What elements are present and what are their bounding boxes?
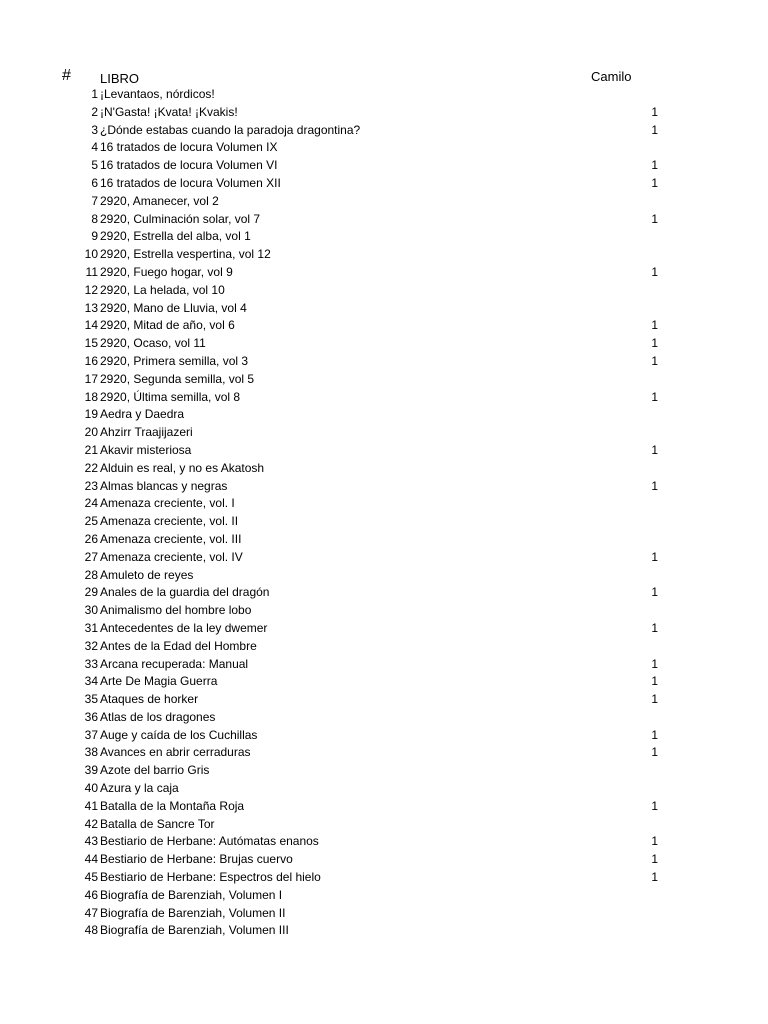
book-title: 16 tratados de locura Volumen IX	[100, 140, 278, 155]
camilo-value: 1	[651, 656, 658, 671]
table-row	[0, 246, 768, 264]
camilo-value: 1	[651, 798, 658, 813]
camilo-value: 1	[651, 745, 658, 760]
row-number: 22	[84, 460, 98, 475]
book-title: Amenaza creciente, vol. II	[100, 514, 239, 529]
row-number: 17	[84, 371, 98, 386]
table-row	[0, 816, 768, 834]
row-number: 7	[91, 193, 98, 208]
book-title: Ataques de horker	[100, 692, 199, 707]
row-number: 10	[84, 247, 98, 262]
book-title: Batalla de la Montaña Roja	[100, 798, 245, 813]
book-title: 2920, Fuego hogar, vol 9	[100, 264, 233, 279]
book-title: 2920, Mano de Lluvia, vol 4	[100, 300, 247, 315]
row-number: 9	[91, 229, 98, 244]
table-row	[0, 122, 768, 140]
row-number: 5	[91, 158, 98, 173]
book-title: Amenaza creciente, vol. III	[100, 531, 242, 546]
row-number: 40	[84, 781, 98, 796]
table-row	[0, 869, 768, 887]
row-number: 48	[84, 923, 98, 938]
column-header-libro: LIBRO	[100, 71, 140, 86]
table-row	[0, 851, 768, 869]
camilo-value: 1	[651, 158, 658, 173]
book-title: 2920, La helada, vol 10	[100, 282, 225, 297]
table-row	[0, 780, 768, 798]
table-row	[0, 86, 768, 104]
row-number: 37	[84, 727, 98, 742]
row-number: 12	[84, 282, 98, 297]
table-row	[0, 175, 768, 193]
book-title: Arcana recuperada: Manual	[100, 656, 249, 671]
book-title: 2920, Primera semilla, vol 3	[100, 353, 249, 368]
book-title: Bestiario de Herbane: Espectros del hielo	[100, 870, 321, 885]
row-number: 39	[84, 763, 98, 778]
book-title: Ahzirr Traajijazeri	[100, 425, 193, 440]
table-row	[0, 584, 768, 602]
table-row	[0, 656, 768, 674]
camilo-value: 1	[651, 834, 658, 849]
table-row	[0, 157, 768, 175]
camilo-value: 1	[651, 549, 658, 564]
table-row	[0, 744, 768, 762]
table-row	[0, 424, 768, 442]
table-row	[0, 406, 768, 424]
book-title: Alduin es real, y no es Akatosh	[100, 460, 265, 475]
book-title: Antes de la Edad del Hombre	[100, 638, 257, 653]
row-number: 23	[84, 478, 98, 493]
book-title: Bestiario de Herbane: Autómatas enanos	[100, 834, 319, 849]
table-row	[0, 762, 768, 780]
camilo-value: 1	[651, 104, 658, 119]
row-number: 33	[84, 656, 98, 671]
camilo-value: 1	[651, 175, 658, 190]
book-title: Arte De Magia Guerra	[100, 674, 218, 689]
row-number: 4	[91, 140, 98, 155]
table-row	[0, 478, 768, 496]
camilo-value: 1	[651, 585, 658, 600]
book-title: Akavir misteriosa	[100, 442, 192, 457]
book-title: Bestiario de Herbane: Brujas cuervo	[100, 852, 293, 867]
row-number: 25	[84, 514, 98, 529]
table-row	[0, 691, 768, 709]
book-title: 16 tratados de locura Volumen XII	[100, 175, 281, 190]
row-number: 18	[84, 389, 98, 404]
row-number: 29	[84, 585, 98, 600]
row-number: 3	[91, 122, 98, 137]
table-row	[0, 228, 768, 246]
column-header-camilo: Camilo	[591, 69, 632, 84]
camilo-value: 1	[651, 727, 658, 742]
column-header-number: #	[62, 67, 71, 84]
book-title: Azura y la caja	[100, 781, 179, 796]
book-title: Antecedentes de la ley dwemer	[100, 620, 268, 635]
row-number: 41	[84, 798, 98, 813]
book-title: 2920, Mitad de año, vol 6	[100, 318, 235, 333]
table-row	[0, 833, 768, 851]
camilo-value: 1	[651, 389, 658, 404]
row-number: 47	[84, 905, 98, 920]
book-title: 2920, Ocaso, vol 11	[100, 336, 206, 351]
row-number: 42	[84, 816, 98, 831]
table-row	[0, 442, 768, 460]
table-row	[0, 193, 768, 211]
row-number: 1	[91, 87, 98, 101]
book-title: Amuleto de reyes	[100, 567, 194, 582]
camilo-value: 1	[651, 264, 658, 279]
book-title: 2920, Culminación solar, vol 7	[100, 211, 261, 226]
book-title: Atlas de los dragones	[100, 709, 216, 724]
table-row	[0, 602, 768, 620]
row-number: 19	[84, 407, 98, 422]
book-list	[0, 86, 768, 940]
book-title: 2920, Estrella vespertina, vol 12	[100, 247, 271, 262]
row-number: 20	[84, 425, 98, 440]
table-row	[0, 282, 768, 300]
table-row	[0, 905, 768, 923]
table-row	[0, 139, 768, 157]
row-number: 14	[84, 318, 98, 333]
table-row	[0, 709, 768, 727]
table-row	[0, 567, 768, 585]
table-row	[0, 335, 768, 353]
row-number: 46	[84, 887, 98, 902]
book-title: Biografía de Barenziah, Volumen I	[100, 887, 283, 902]
table-row	[0, 922, 768, 940]
table-row	[0, 211, 768, 229]
row-number: 16	[84, 353, 98, 368]
camilo-value: 1	[651, 318, 658, 333]
book-title: 2920, Segunda semilla, vol 5	[100, 371, 255, 386]
book-title: Anales de la guardia del dragón	[100, 585, 270, 600]
row-number: 31	[84, 620, 98, 635]
row-number: 32	[84, 638, 98, 653]
table-row	[0, 727, 768, 745]
row-number: 13	[84, 300, 98, 315]
table-row	[0, 549, 768, 567]
table-row	[0, 389, 768, 407]
book-title: ¿Dónde estabas cuando la paradoja dragontina?	[100, 122, 361, 137]
row-number: 43	[84, 834, 98, 849]
table-row	[0, 620, 768, 638]
book-title: 16 tratados de locura Volumen VI	[100, 158, 278, 173]
table-row	[0, 495, 768, 513]
camilo-value: 1	[651, 336, 658, 351]
camilo-value: 1	[651, 442, 658, 457]
row-number: 15	[84, 336, 98, 351]
table-row	[0, 460, 768, 478]
row-number: 35	[84, 692, 98, 707]
table-row	[0, 638, 768, 656]
book-title: Batalla de Sancre Tor	[100, 816, 215, 831]
row-number: 2	[91, 104, 98, 119]
row-number: 30	[84, 603, 98, 618]
book-title: 2920, Estrella del alba, vol 1	[100, 229, 251, 244]
row-number: 24	[84, 496, 98, 511]
book-title: Biografía de Barenziah, Volumen II	[100, 905, 286, 920]
camilo-value: 1	[651, 870, 658, 885]
camilo-value: 1	[651, 852, 658, 867]
book-title: Aedra y Daedra	[100, 407, 185, 422]
book-title: Amenaza creciente, vol. IV	[100, 549, 243, 564]
table-row	[0, 513, 768, 531]
row-number: 45	[84, 870, 98, 885]
book-title: Biografía de Barenziah, Volumen III	[100, 923, 289, 938]
book-title: Avances en abrir cerraduras	[100, 745, 251, 760]
table-row	[0, 798, 768, 816]
row-number: 36	[84, 709, 98, 724]
table-row	[0, 353, 768, 371]
book-title: ¡N'Gasta! ¡Kvata! ¡Kvakis!	[100, 104, 238, 119]
row-number: 34	[84, 674, 98, 689]
row-number: 8	[91, 211, 98, 226]
camilo-value: 1	[651, 674, 658, 689]
camilo-value: 1	[651, 478, 658, 493]
table-row	[0, 531, 768, 549]
row-number: 38	[84, 745, 98, 760]
book-title: Azote del barrio Gris	[100, 763, 210, 778]
book-title: Almas blancas y negras	[100, 478, 228, 493]
camilo-value: 1	[651, 692, 658, 707]
row-number: 21	[84, 442, 98, 457]
table-row	[0, 887, 768, 905]
book-title: ¡Levantaos, nórdicos!	[100, 87, 215, 101]
row-number: 6	[91, 175, 98, 190]
camilo-value: 1	[651, 353, 658, 368]
book-title: 2920, Amanecer, vol 2	[100, 193, 219, 208]
table-row	[0, 317, 768, 335]
row-number: 28	[84, 567, 98, 582]
row-number: 26	[84, 531, 98, 546]
row-number: 11	[85, 264, 98, 279]
book-title: Animalismo del hombre lobo	[100, 603, 252, 618]
table-row	[0, 104, 768, 122]
camilo-value: 1	[651, 211, 658, 226]
table-row	[0, 673, 768, 691]
book-title: Amenaza creciente, vol. I	[100, 496, 235, 511]
table-row	[0, 264, 768, 282]
camilo-value: 1	[651, 620, 658, 635]
book-title: 2920, Última semilla, vol 8	[100, 389, 241, 404]
table-row	[0, 371, 768, 389]
book-title: Auge y caída de los Cuchillas	[100, 727, 258, 742]
camilo-value: 1	[651, 122, 658, 137]
row-number: 27	[84, 549, 98, 564]
row-number: 44	[84, 852, 98, 867]
table-row	[0, 300, 768, 318]
